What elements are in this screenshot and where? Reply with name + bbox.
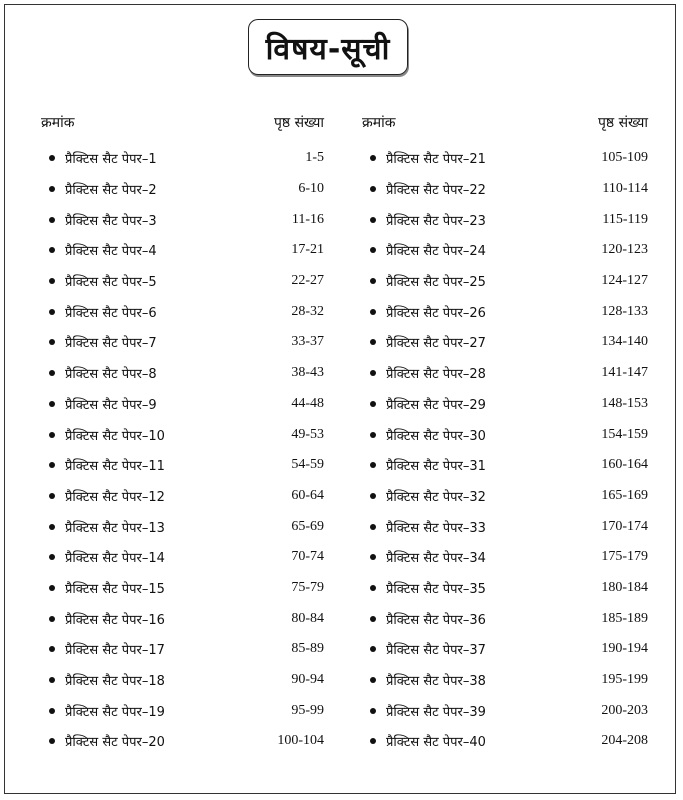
- list-item: [362, 665, 648, 696]
- bullet-icon: [370, 155, 376, 161]
- item-label: प्रैक्टिस सैट पेपर–33: [386, 520, 486, 536]
- item-label: प्रैक्टिस सैट पेपर–7: [65, 336, 157, 352]
- bullet-icon: [49, 554, 55, 560]
- list-item: [41, 358, 324, 389]
- page-title: विषय-सूची: [248, 19, 408, 75]
- bullet-icon: [49, 217, 55, 223]
- list-item: [362, 603, 648, 634]
- item-label: प्रैक्टिस सैट पेपर–34: [386, 551, 486, 567]
- bullet-icon: [370, 370, 376, 376]
- item-pages: 141-147: [601, 365, 648, 381]
- item-pages: 124-127: [601, 273, 648, 289]
- item-pages: 110-114: [602, 181, 648, 197]
- list-item: [41, 634, 324, 665]
- contents-column-right: [362, 113, 648, 757]
- item-pages: 100-104: [277, 733, 324, 749]
- list-item: [41, 573, 324, 604]
- item-pages: 11-16: [291, 211, 324, 227]
- bullet-icon: [370, 462, 376, 468]
- item-pages: 90-94: [291, 672, 324, 688]
- bullet-icon: [370, 738, 376, 744]
- item-pages: 33-37: [291, 334, 324, 350]
- bullet-icon: [49, 370, 55, 376]
- bullet-icon: [49, 247, 55, 253]
- list-item: [362, 327, 648, 358]
- item-label: प्रैक्टिस सैट पेपर–6: [65, 305, 157, 321]
- item-label: प्रैक्टिस सैट पेपर–21: [386, 152, 486, 168]
- contents-list-left: [41, 143, 324, 757]
- item-pages: 6-10: [298, 181, 324, 197]
- item-label: प्रैक्टिस सैट पेपर–38: [386, 674, 486, 690]
- list-item: [362, 695, 648, 726]
- list-item: [41, 296, 324, 327]
- bullet-icon: [49, 677, 55, 683]
- item-label: प्रैक्टिस सैट पेपर–16: [65, 612, 165, 628]
- bullet-icon: [370, 677, 376, 683]
- item-pages: 70-74: [291, 549, 324, 565]
- item-label: प्रैक्टिस सैट पेपर–39: [386, 704, 486, 720]
- item-label: प्रैक्टिस सैट पेपर–1: [65, 152, 157, 168]
- bullet-icon: [370, 401, 376, 407]
- list-item: [41, 511, 324, 542]
- list-item: [362, 634, 648, 665]
- bullet-icon: [370, 217, 376, 223]
- list-item: [362, 296, 648, 327]
- item-label: प्रैक्टिस सैट पेपर–40: [386, 735, 486, 751]
- item-label: प्रैक्टिस सैट पेपर–37: [386, 643, 486, 659]
- bullet-icon: [370, 524, 376, 530]
- item-label: प्रैक्टिस सैट पेपर–24: [386, 244, 486, 260]
- bullet-icon: [49, 646, 55, 652]
- column-header: [362, 113, 648, 143]
- item-label: प्रैक्टिस सैट पेपर–9: [65, 397, 157, 413]
- item-label: प्रैक्टिस सैट पेपर–25: [386, 275, 486, 291]
- list-item: [41, 481, 324, 512]
- list-item: [41, 726, 324, 757]
- bullet-icon: [49, 616, 55, 622]
- item-label: प्रैक्टिस सैट पेपर–18: [65, 674, 165, 690]
- list-item: [41, 665, 324, 696]
- item-pages: 80-84: [291, 610, 324, 626]
- bullet-icon: [49, 708, 55, 714]
- item-label: प्रैक्टिस सैट पेपर–3: [65, 213, 157, 229]
- item-pages: 175-179: [601, 549, 648, 565]
- item-pages: 54-59: [291, 457, 324, 473]
- bullet-icon: [49, 524, 55, 530]
- list-item: [362, 726, 648, 757]
- item-label: प्रैक्टिस सैट पेपर–19: [65, 704, 165, 720]
- item-pages: 185-189: [601, 610, 648, 626]
- item-label: प्रैक्टिस सैट पेपर–23: [386, 213, 486, 229]
- item-pages: 60-64: [291, 487, 324, 503]
- pages-header: पृष्ठ संख्या: [597, 115, 648, 131]
- item-label: प्रैक्टिस सैट पेपर–4: [65, 244, 157, 260]
- list-item: [362, 511, 648, 542]
- item-label: प्रैक्टिस सैट पेपर–22: [386, 183, 486, 199]
- list-item: [41, 235, 324, 266]
- bullet-icon: [370, 585, 376, 591]
- pages-header: पृष्ठ संख्या: [273, 115, 324, 131]
- bullet-icon: [370, 247, 376, 253]
- list-item: [41, 143, 324, 174]
- list-item: [362, 573, 648, 604]
- item-pages: 128-133: [601, 303, 648, 319]
- list-item: [362, 542, 648, 573]
- item-pages: 195-199: [601, 672, 648, 688]
- item-label: प्रैक्टिस सैट पेपर–15: [65, 581, 165, 597]
- bullet-icon: [49, 585, 55, 591]
- list-item: [41, 204, 324, 235]
- item-pages: 38-43: [291, 365, 324, 381]
- item-label: प्रैक्टिस सैट पेपर–17: [65, 643, 165, 659]
- list-item: [41, 695, 324, 726]
- item-label: प्रैक्टिस सैट पेपर–31: [386, 459, 486, 475]
- list-item: [41, 327, 324, 358]
- item-label: प्रैक्टिस सैट पेपर–32: [386, 489, 486, 505]
- contents-column-left: [41, 113, 324, 757]
- bullet-icon: [49, 401, 55, 407]
- list-item: [41, 266, 324, 297]
- item-label: प्रैक्टिस सैट पेपर–13: [65, 520, 165, 536]
- bullet-icon: [49, 309, 55, 315]
- item-label: प्रैक्टिस सैट पेपर–5: [65, 275, 157, 291]
- item-label: प्रैक्टिस सैट पेपर–20: [65, 735, 165, 751]
- item-pages: 1-5: [305, 150, 324, 166]
- bullet-icon: [49, 462, 55, 468]
- item-pages: 200-203: [601, 702, 648, 718]
- list-item: [362, 358, 648, 389]
- item-pages: 115-119: [602, 211, 648, 227]
- item-label: प्रैक्टिस सैट पेपर–8: [65, 367, 157, 383]
- bullet-icon: [370, 186, 376, 192]
- item-label: प्रैक्टिस सैट पेपर–12: [65, 489, 165, 505]
- list-item: [362, 143, 648, 174]
- bullet-icon: [370, 616, 376, 622]
- item-pages: 165-169: [601, 487, 648, 503]
- item-label: प्रैक्टिस सैट पेपर–30: [386, 428, 486, 444]
- item-pages: 148-153: [601, 395, 648, 411]
- item-label: प्रैक्टिस सैट पेपर–28: [386, 367, 486, 383]
- item-pages: 120-123: [601, 242, 648, 258]
- bullet-icon: [370, 309, 376, 315]
- item-pages: 65-69: [291, 518, 324, 534]
- list-item: [362, 266, 648, 297]
- item-label: प्रैक्टिस सैट पेपर–2: [65, 183, 157, 199]
- bullet-icon: [49, 278, 55, 284]
- item-pages: 154-159: [601, 426, 648, 442]
- contents-page: [4, 4, 676, 794]
- item-pages: 49-53: [291, 426, 324, 442]
- item-label: प्रैक्टिस सैट पेपर–36: [386, 612, 486, 628]
- list-item: [362, 481, 648, 512]
- bullet-icon: [49, 155, 55, 161]
- bullet-icon: [370, 432, 376, 438]
- item-label: प्रैक्टिस सैट पेपर–27: [386, 336, 486, 352]
- serial-header: क्रमांक: [41, 115, 75, 131]
- list-item: [362, 389, 648, 420]
- bullet-icon: [49, 738, 55, 744]
- item-pages: 134-140: [601, 334, 648, 350]
- column-header: [41, 113, 324, 143]
- item-pages: 85-89: [291, 641, 324, 657]
- list-item: [41, 389, 324, 420]
- list-item: [41, 603, 324, 634]
- list-item: [41, 450, 324, 481]
- list-item: [362, 450, 648, 481]
- bullet-icon: [49, 339, 55, 345]
- item-pages: 204-208: [601, 733, 648, 749]
- item-pages: 22-27: [291, 273, 324, 289]
- item-label: प्रैक्टिस सैट पेपर–26: [386, 305, 486, 321]
- list-item: [41, 174, 324, 205]
- bullet-icon: [370, 339, 376, 345]
- list-item: [362, 204, 648, 235]
- item-label: प्रैक्टिस सैट पेपर–35: [386, 581, 486, 597]
- bullet-icon: [370, 278, 376, 284]
- bullet-icon: [370, 646, 376, 652]
- list-item: [362, 174, 648, 205]
- item-pages: 160-164: [601, 457, 648, 473]
- list-item: [41, 542, 324, 573]
- contents-list-right: [362, 143, 648, 757]
- item-pages: 28-32: [291, 303, 324, 319]
- item-pages: 190-194: [601, 641, 648, 657]
- item-pages: 17-21: [291, 242, 324, 258]
- bullet-icon: [49, 186, 55, 192]
- item-pages: 75-79: [291, 579, 324, 595]
- item-label: प्रैक्टिस सैट पेपर–10: [65, 428, 165, 444]
- bullet-icon: [49, 493, 55, 499]
- list-item: [41, 419, 324, 450]
- bullet-icon: [370, 493, 376, 499]
- list-item: [362, 419, 648, 450]
- item-label: प्रैक्टिस सैट पेपर–11: [65, 459, 165, 475]
- item-pages: 44-48: [291, 395, 324, 411]
- item-pages: 95-99: [291, 702, 324, 718]
- list-item: [362, 235, 648, 266]
- bullet-icon: [370, 708, 376, 714]
- serial-header: क्रमांक: [362, 115, 396, 131]
- bullet-icon: [370, 554, 376, 560]
- item-label: प्रैक्टिस सैट पेपर–29: [386, 397, 486, 413]
- item-pages: 180-184: [601, 579, 648, 595]
- bullet-icon: [49, 432, 55, 438]
- item-label: प्रैक्टिस सैट पेपर–14: [65, 551, 165, 567]
- item-pages: 170-174: [601, 518, 648, 534]
- item-pages: 105-109: [601, 150, 648, 166]
